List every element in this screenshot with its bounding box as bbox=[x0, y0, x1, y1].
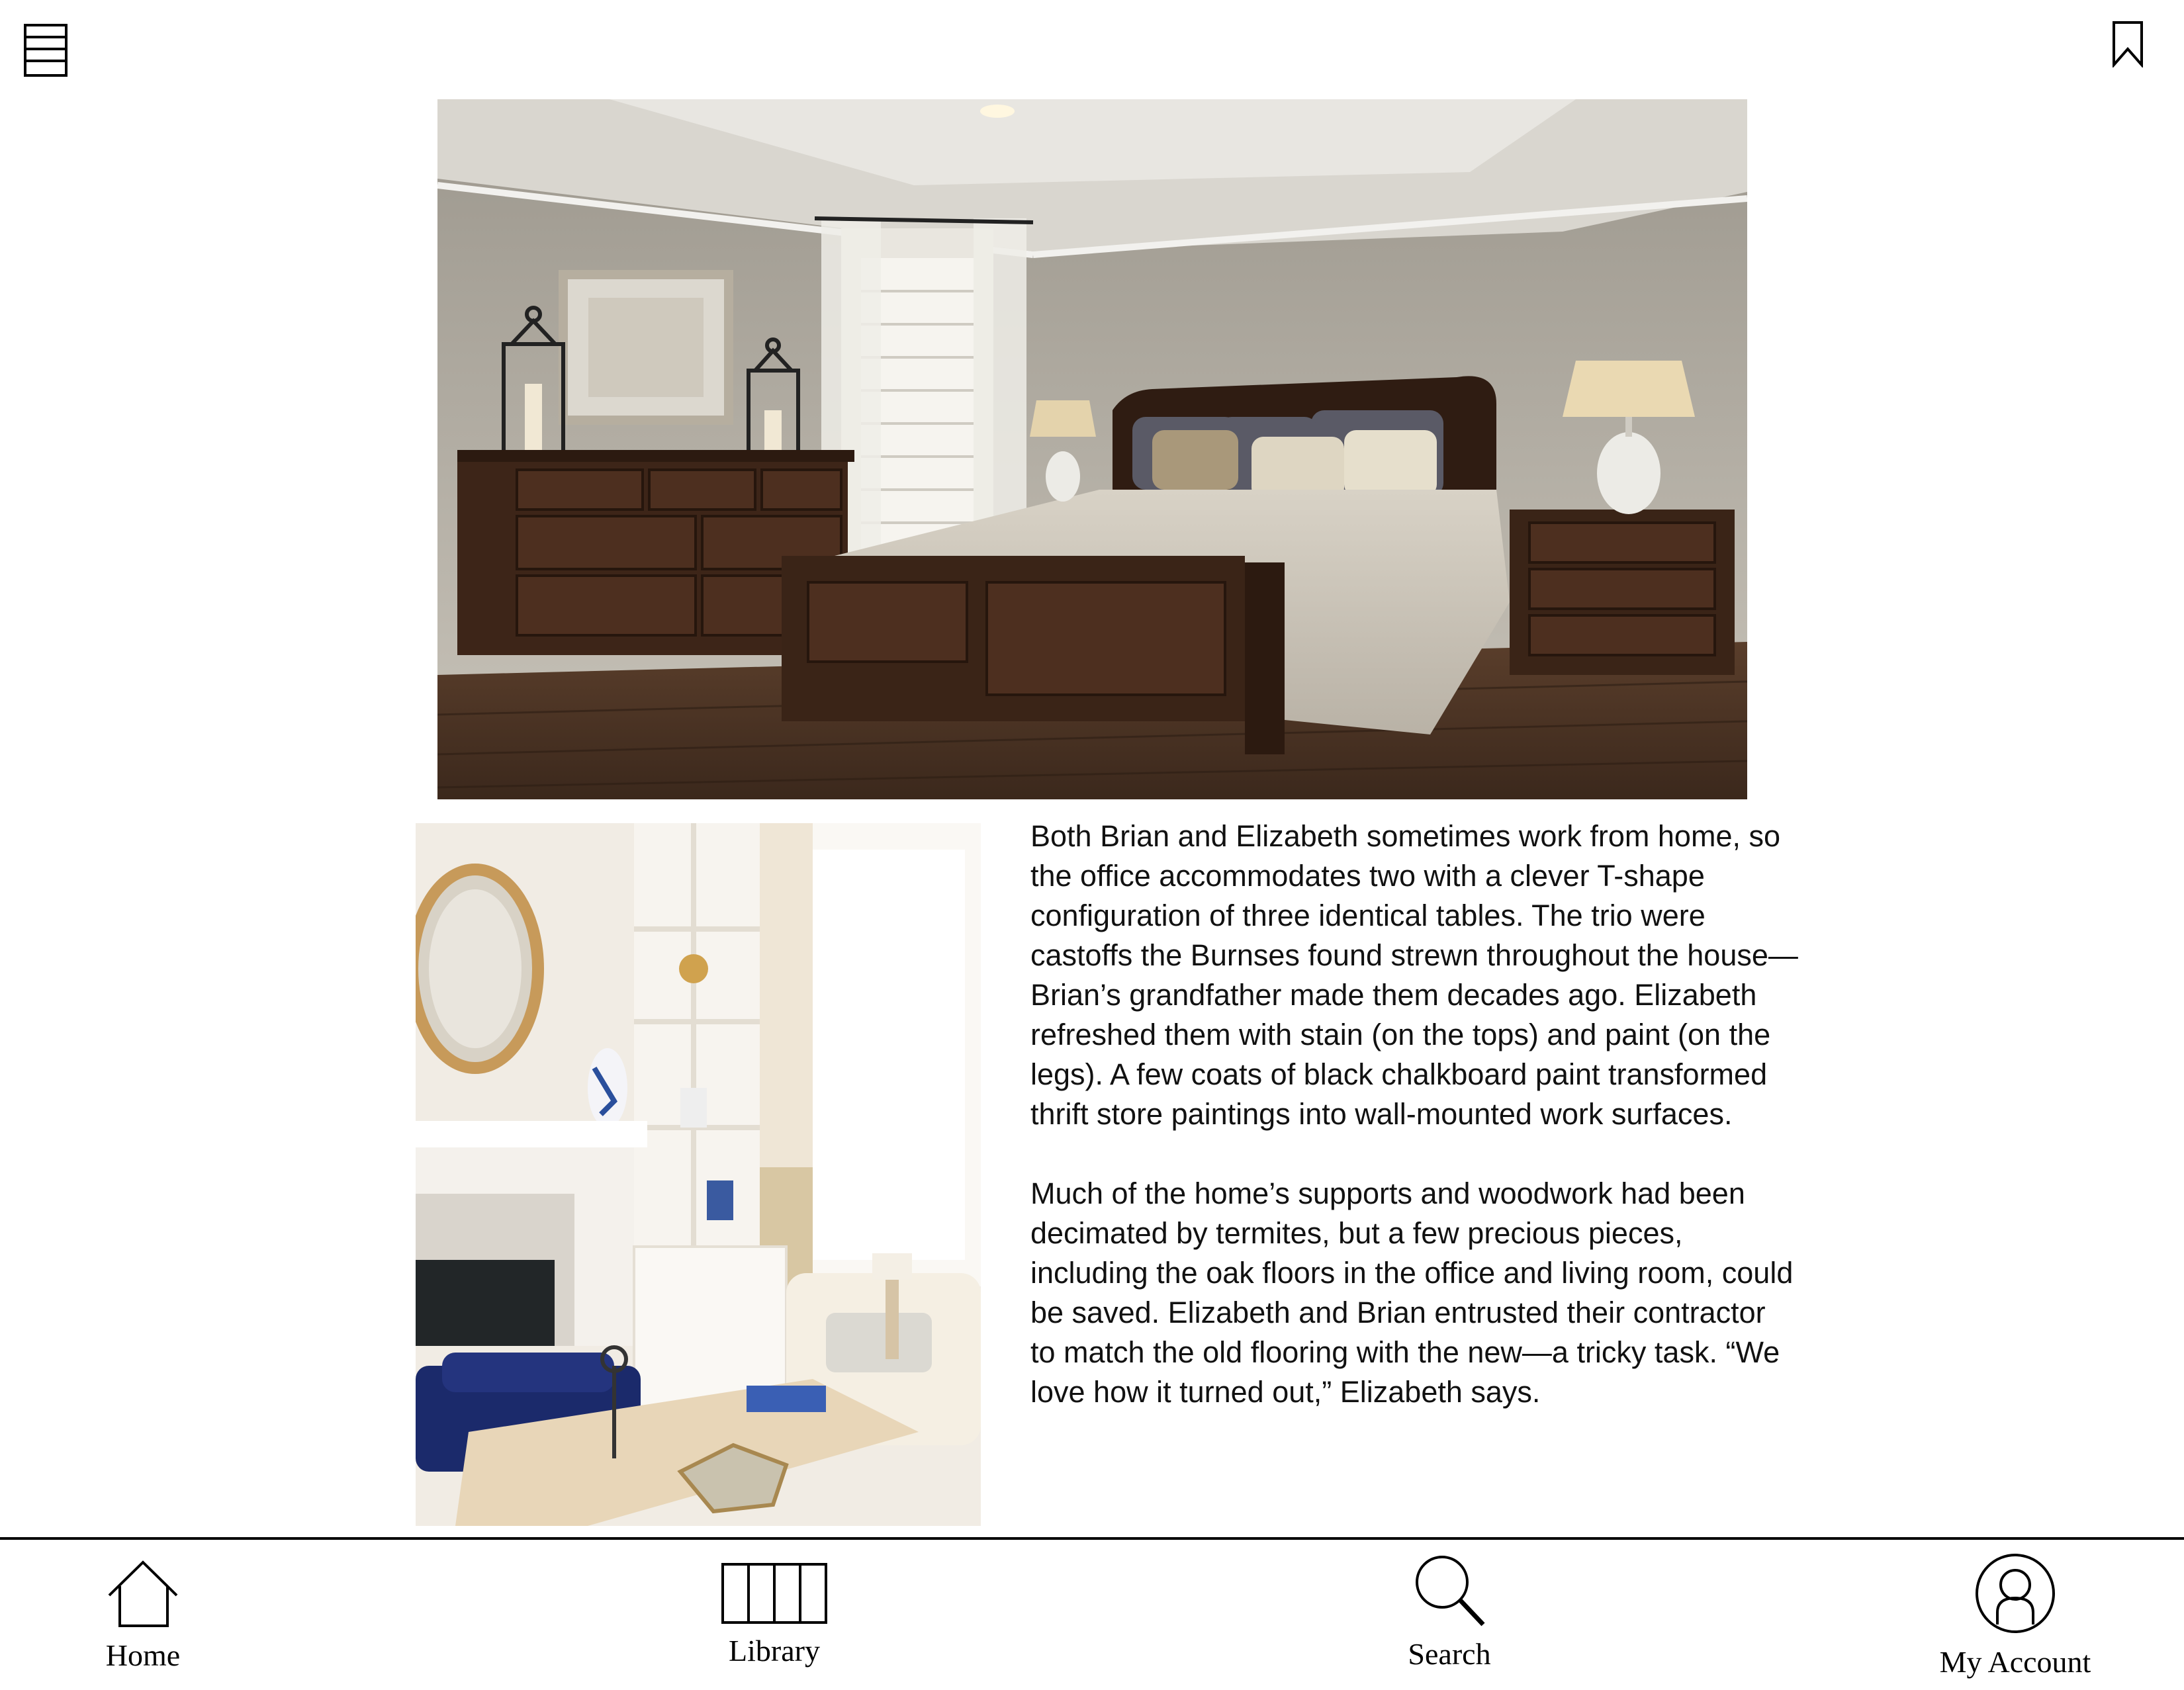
hamburger-menu-icon[interactable] bbox=[23, 22, 70, 79]
nav-library-label: Library bbox=[729, 1634, 820, 1668]
nav-search-label: Search bbox=[1408, 1637, 1491, 1671]
search-icon bbox=[1413, 1553, 1486, 1627]
living-room-photo bbox=[416, 823, 981, 1526]
article-paragraph: Much of the home’s supports and woodwork had been decimated by termites, but a few precious pieces, including the oak floors in the office and living room, could be saved. Elizabeth and Brian entrusted their contractor to match the old flooring with the new—a tricky task. “We love how it turned out,” Elizabeth says. bbox=[1030, 1177, 1794, 1409]
bottom-nav bbox=[0, 1537, 2184, 1690]
nav-home[interactable] bbox=[77, 1560, 209, 1673]
bedroom-photo bbox=[437, 99, 1747, 799]
nav-home-label: Home bbox=[105, 1638, 181, 1672]
article-paragraph: Both Brian and Elizabeth sometimes work from home, so the office accommodates two with a clever T-shape configuration of three identical tables. The trio were castoffs the Burnses found strewn throughout the house—Brian’s grandfather made them decades ago. Elizabeth refreshed them with stain (on the tops) and paint (on the legs). A few coats of black chalkboard paint transformed thrift store paintings into wall-mounted work surfaces. bbox=[1030, 819, 1798, 1131]
account-icon bbox=[1974, 1552, 2057, 1635]
nav-library[interactable] bbox=[708, 1563, 841, 1668]
article-body bbox=[1030, 817, 1798, 1452]
home-icon bbox=[107, 1560, 179, 1628]
nav-account-label: My Account bbox=[1939, 1645, 2091, 1679]
nav-search[interactable] bbox=[1383, 1553, 1516, 1671]
nav-account[interactable] bbox=[1919, 1552, 2111, 1679]
library-icon bbox=[721, 1563, 827, 1624]
bookmark-icon[interactable] bbox=[2110, 20, 2147, 67]
